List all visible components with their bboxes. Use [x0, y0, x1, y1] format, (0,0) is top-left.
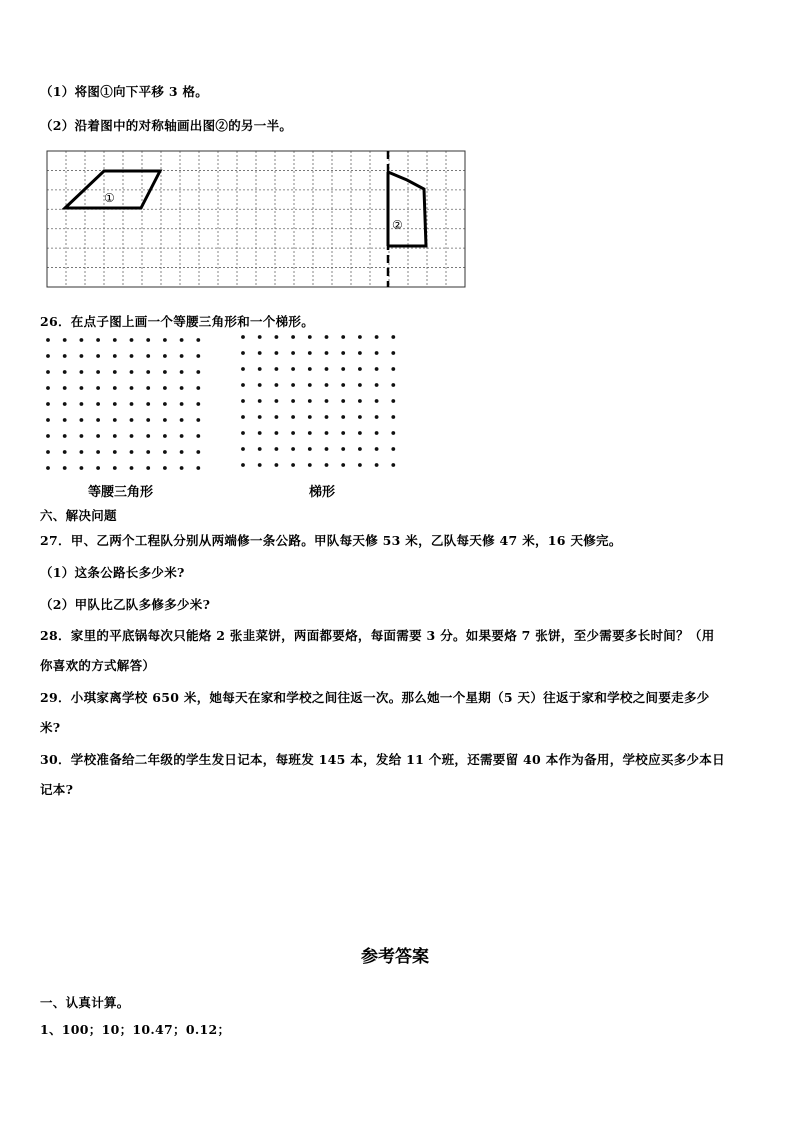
grid-dot: [130, 354, 134, 358]
grid-dot: [180, 434, 184, 438]
grid-dot: [391, 463, 395, 467]
grid-dot: [358, 463, 362, 467]
grid-dot: [391, 351, 395, 355]
grid-dot: [241, 431, 245, 435]
q25-line2: （2）沿着图中的对称轴画出图②的另一半。: [40, 118, 293, 133]
grid-dot: [146, 338, 150, 342]
grid-dot: [341, 415, 345, 419]
grid-dot: [80, 354, 84, 358]
grid-dot: [180, 450, 184, 454]
grid-dot: [325, 351, 329, 355]
grid-dot: [341, 463, 345, 467]
grid-dot: [180, 418, 184, 422]
grid-dot: [341, 447, 345, 451]
grid-dot: [258, 447, 262, 451]
grid-dot: [291, 351, 295, 355]
grid-dot: [163, 418, 167, 422]
answers-title: 参考答案: [361, 947, 429, 967]
grid-dot: [146, 418, 150, 422]
caption-trapezoid: 梯形: [309, 485, 336, 500]
q30-line1: 30．学校准备给二年级的学生发日记本，每班发 145 本，发给 11 个班，还需要留 40 本作为备用，学校应买多少本日: [40, 752, 725, 767]
grid-dot: [80, 418, 84, 422]
grid-dot: [63, 418, 67, 422]
grid-dot: [80, 434, 84, 438]
q27-sub2: （2）甲队比乙队多修多少米?: [40, 597, 211, 612]
grid-dot: [358, 447, 362, 451]
grid-dot: [241, 351, 245, 355]
grid-dot: [358, 431, 362, 435]
grid-dot: [180, 370, 184, 374]
grid-dot: [375, 351, 379, 355]
grid-dot: [291, 335, 295, 339]
grid-dot: [196, 386, 200, 390]
grid-dot: [80, 386, 84, 390]
grid-dot: [375, 399, 379, 403]
grid-dot: [130, 402, 134, 406]
q29-line2: 米?: [40, 720, 61, 735]
grid-dot: [391, 367, 395, 371]
grid-dot: [46, 402, 50, 406]
grid-dot: [375, 367, 379, 371]
grid-dot: [391, 399, 395, 403]
grid-dot: [291, 399, 295, 403]
grid-dot: [241, 367, 245, 371]
grid-dot: [196, 338, 200, 342]
shape-1-label: ①: [104, 191, 115, 205]
grid-dot: [308, 431, 312, 435]
grid-dot: [341, 431, 345, 435]
grid-dot: [275, 447, 279, 451]
grid-dot: [375, 447, 379, 451]
grid-dot: [63, 466, 67, 470]
grid-dot: [146, 450, 150, 454]
grid-dot: [180, 466, 184, 470]
grid-dot: [163, 402, 167, 406]
grid-dot: [241, 415, 245, 419]
grid-dot: [275, 463, 279, 467]
grid-dot: [325, 335, 329, 339]
grid-dot: [258, 463, 262, 467]
grid-dot: [113, 370, 117, 374]
grid-dot: [96, 466, 100, 470]
q28-line1: 28．家里的平底锅每次只能烙 2 张韭菜饼，两面都要烙，每面需要 3 分。如果要烙 7 张饼，至少需要多长时间？（用: [40, 628, 715, 643]
grid-dot: [258, 335, 262, 339]
grid-dot: [96, 418, 100, 422]
grid-dot: [258, 431, 262, 435]
grid-dot: [196, 450, 200, 454]
q30-line2: 记本?: [40, 782, 74, 797]
grid-dot: [375, 431, 379, 435]
grid-dot: [80, 338, 84, 342]
grid-dot: [341, 399, 345, 403]
grid-dot: [163, 370, 167, 374]
grid-dot: [80, 450, 84, 454]
grid-dot: [291, 367, 295, 371]
grid-dot: [308, 447, 312, 451]
grid-dot: [375, 415, 379, 419]
answers-section-1: 一、认真计算。: [40, 995, 130, 1010]
grid-dot: [275, 415, 279, 419]
grid-dot: [375, 335, 379, 339]
grid-dot: [325, 399, 329, 403]
grid-dot: [46, 450, 50, 454]
grid-dot: [291, 415, 295, 419]
grid-dot: [96, 370, 100, 374]
grid-dot: [375, 463, 379, 467]
grid-dot: [180, 354, 184, 358]
grid-dot: [96, 434, 100, 438]
dot-grid-left: [42, 334, 212, 474]
section-6-title: 六、解决问题: [40, 508, 117, 523]
grid-dot: [308, 463, 312, 467]
grid-dot: [80, 466, 84, 470]
grid-dot: [96, 354, 100, 358]
grid-dot: [130, 434, 134, 438]
grid-dot: [113, 402, 117, 406]
grid-dot: [113, 338, 117, 342]
grid-dot: [241, 383, 245, 387]
grid-dot: [341, 335, 345, 339]
q27-text: 27．甲、乙两个工程队分别从两端修一条公路。甲队每天修 53 米，乙队每天修 47 米，16 天修完。: [40, 533, 622, 548]
grid-dot: [358, 399, 362, 403]
q28-line2: 你喜欢的方式解答）: [40, 658, 156, 673]
q25-line1: （1）将图①向下平移 3 格。: [40, 84, 209, 99]
grid-dot: [196, 370, 200, 374]
grid-dot: [358, 367, 362, 371]
grid-dot: [63, 370, 67, 374]
grid-dot: [163, 450, 167, 454]
grid-dot: [196, 434, 200, 438]
grid-dot: [391, 383, 395, 387]
grid-dot: [196, 418, 200, 422]
grid-dot: [46, 418, 50, 422]
grid-dot: [258, 351, 262, 355]
grid-dot: [291, 463, 295, 467]
grid-dot: [275, 351, 279, 355]
grid-dot: [308, 399, 312, 403]
caption-isosceles-triangle: 等腰三角形: [88, 485, 154, 500]
grid-dot: [325, 463, 329, 467]
grid-dot: [375, 383, 379, 387]
grid-dot: [341, 383, 345, 387]
grid-dot: [163, 354, 167, 358]
grid-dot: [325, 447, 329, 451]
grid-dot: [291, 431, 295, 435]
grid-dot: [163, 386, 167, 390]
grid-dot: [146, 386, 150, 390]
grid-dot: [46, 386, 50, 390]
grid-dot: [146, 354, 150, 358]
grid-dot: [275, 335, 279, 339]
grid-dot: [275, 431, 279, 435]
q26-text: 26．在点子图上画一个等腰三角形和一个梯形。: [40, 314, 314, 329]
grid-dot: [80, 370, 84, 374]
grid-dot: [196, 466, 200, 470]
grid-dot: [291, 447, 295, 451]
grid-dot: [325, 431, 329, 435]
grid-dot: [341, 351, 345, 355]
grid-dot: [196, 402, 200, 406]
grid-dot: [113, 386, 117, 390]
grid-dot: [275, 399, 279, 403]
grid-dot: [96, 402, 100, 406]
grid-dot: [325, 367, 329, 371]
grid-dot: [113, 450, 117, 454]
grid-dot: [358, 335, 362, 339]
grid-dot: [241, 399, 245, 403]
grid-dot: [63, 338, 67, 342]
grid-dot: [391, 447, 395, 451]
grid-dot: [341, 367, 345, 371]
q29-line1: 29．小琪家离学校 650 米，她每天在家和学校之间往返一次。那么她一个星期（5 天）往返于家和学校之间要走多少: [40, 690, 710, 705]
grid-dot: [130, 418, 134, 422]
grid-dot: [308, 383, 312, 387]
grid-dot: [391, 431, 395, 435]
grid-dot: [308, 367, 312, 371]
grid-dot: [130, 370, 134, 374]
grid-dot: [130, 386, 134, 390]
grid-dot: [163, 434, 167, 438]
grid-dot: [46, 466, 50, 470]
grid-dot: [308, 415, 312, 419]
grid-dot: [146, 402, 150, 406]
grid-dot: [80, 402, 84, 406]
grid-dot: [46, 370, 50, 374]
grid-dot: [391, 415, 395, 419]
grid-dot: [113, 354, 117, 358]
grid-dot: [241, 463, 245, 467]
grid-dot: [113, 434, 117, 438]
grid-dot: [180, 402, 184, 406]
grid-dot: [275, 383, 279, 387]
grid-dot: [96, 450, 100, 454]
grid-dot: [63, 450, 67, 454]
grid-dot: [308, 335, 312, 339]
grid-dot: [291, 383, 295, 387]
grid-dot: [258, 399, 262, 403]
grid-dot: [96, 338, 100, 342]
grid-dot: [180, 386, 184, 390]
grid-dot: [258, 415, 262, 419]
grid-dot: [130, 338, 134, 342]
grid-dot: [130, 466, 134, 470]
grid-dot: [325, 383, 329, 387]
grid-dot: [63, 386, 67, 390]
grid-dot: [258, 367, 262, 371]
grid-dot: [130, 450, 134, 454]
grid-dot: [113, 466, 117, 470]
grid-dot: [163, 338, 167, 342]
grid-dot: [358, 351, 362, 355]
grid-dot: [46, 434, 50, 438]
grid-dot: [146, 434, 150, 438]
grid-dot: [275, 367, 279, 371]
answers-item-1: 1、100；10；10.47；0.12；: [40, 1022, 231, 1037]
grid-dot: [180, 338, 184, 342]
grid-dot: [146, 466, 150, 470]
q27-sub1: （1）这条公路长多少米?: [40, 565, 185, 580]
grid-dot: [241, 335, 245, 339]
shape-2-label: ②: [392, 218, 403, 232]
grid-dot: [258, 383, 262, 387]
grid-dot: [46, 354, 50, 358]
dot-grid-right: [237, 331, 407, 471]
grid-dot: [63, 434, 67, 438]
grid-dot: [63, 354, 67, 358]
grid-dot: [325, 415, 329, 419]
grid-dot: [113, 418, 117, 422]
grid-dot: [96, 386, 100, 390]
grid-dot: [196, 354, 200, 358]
grid-dot: [241, 447, 245, 451]
grid-figure: [40, 148, 470, 290]
grid-dot: [63, 402, 67, 406]
grid-dot: [391, 335, 395, 339]
grid-dot: [358, 415, 362, 419]
grid-dot: [308, 351, 312, 355]
grid-dot: [46, 338, 50, 342]
grid-dot: [163, 466, 167, 470]
grid-dot: [146, 370, 150, 374]
grid-dot: [358, 383, 362, 387]
